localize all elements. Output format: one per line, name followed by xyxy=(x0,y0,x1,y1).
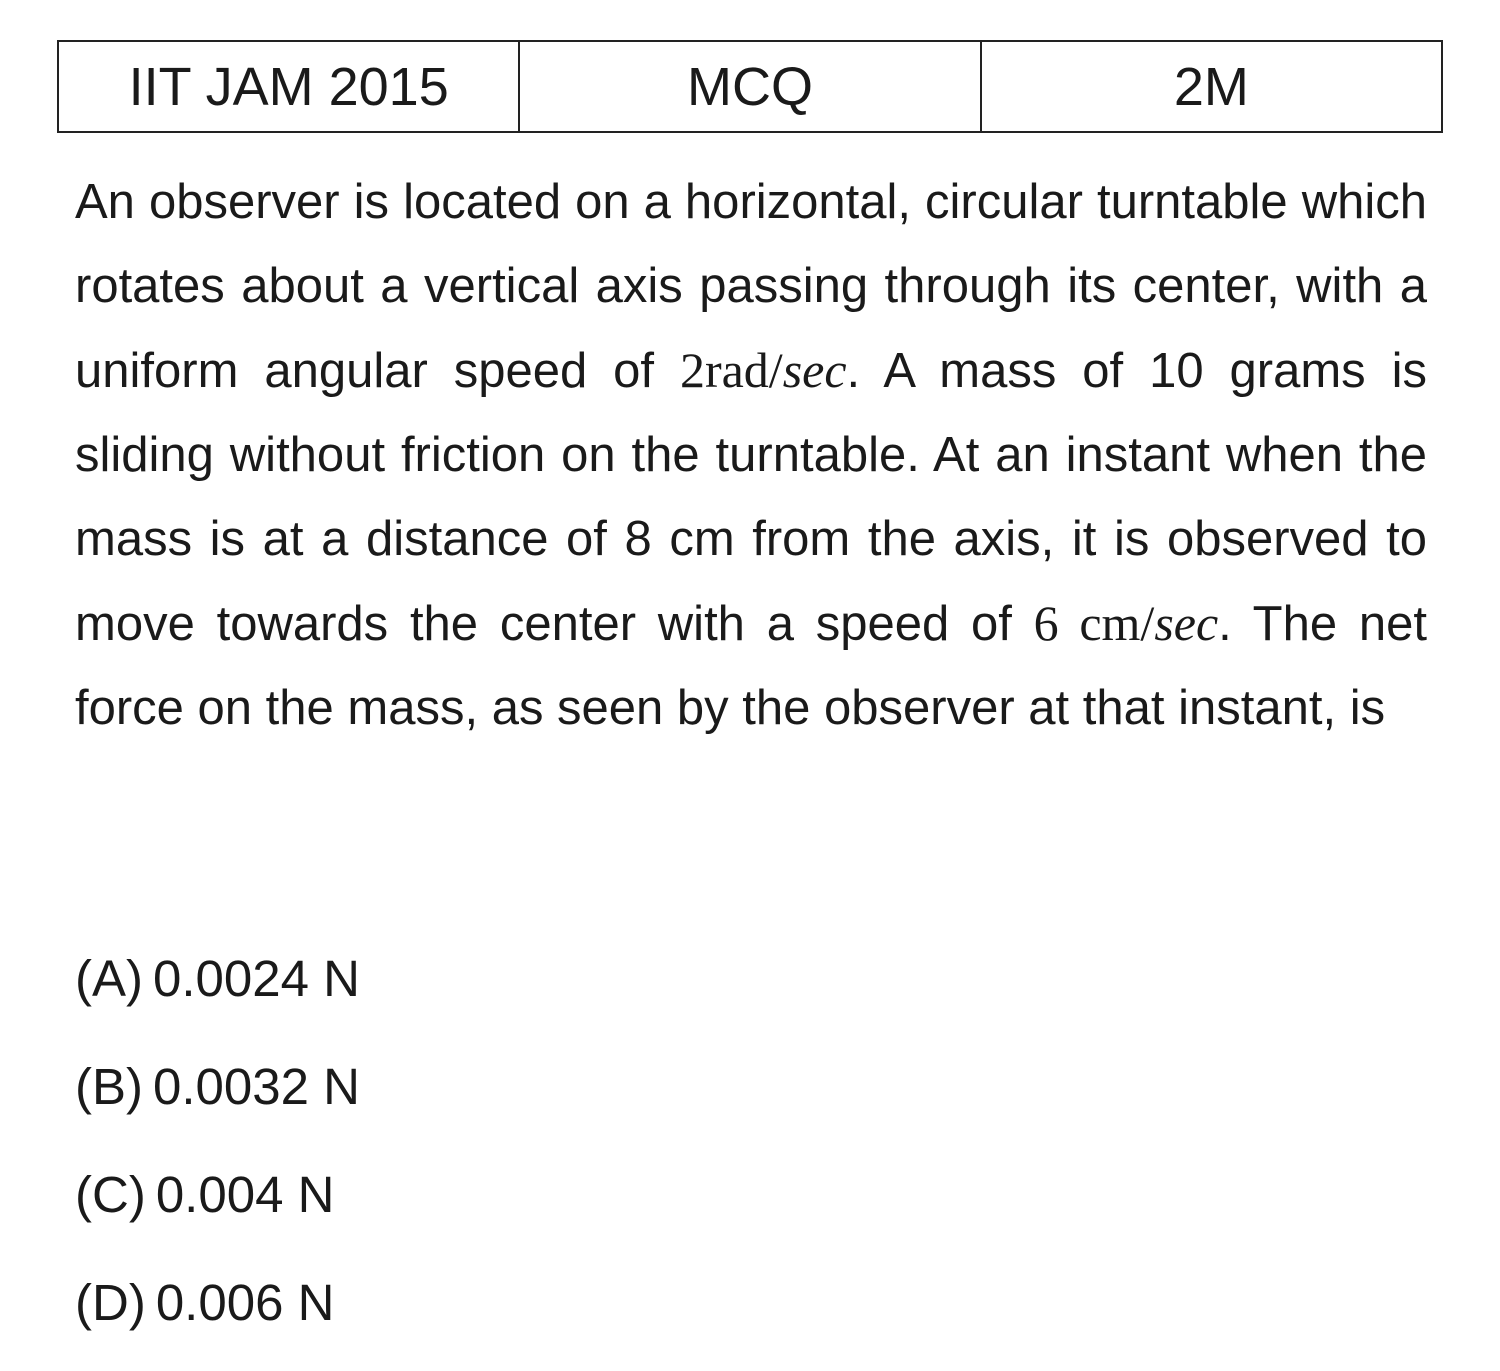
angular-speed-unit: sec xyxy=(782,342,847,398)
question-text-part-3: . The net force on the mass, as seen by the observer at that instant, is xyxy=(75,597,1427,735)
option-d[interactable] xyxy=(75,1249,360,1357)
option-b-label: (B) xyxy=(75,1058,143,1115)
question-text-part-1: An observer is located on a horizontal, circular turntable which rotates about a vertical axis passing through its center, with a uniform angular speed of xyxy=(75,175,1427,398)
angular-speed-value: 2rad/ xyxy=(679,342,783,398)
marks-cell: 2M xyxy=(981,41,1442,132)
exam-name-cell: IIT JAM 2015 xyxy=(58,41,519,132)
answer-options xyxy=(75,925,360,1357)
option-c[interactable] xyxy=(75,1141,360,1249)
radial-speed-unit: sec xyxy=(1154,595,1219,651)
option-a-label: (A) xyxy=(75,950,143,1007)
option-b[interactable] xyxy=(75,1033,360,1141)
option-d-text: 0.006 N xyxy=(155,1274,335,1331)
radial-speed-expression xyxy=(1034,595,1218,651)
option-d-label: (D) xyxy=(75,1274,146,1331)
angular-speed-expression xyxy=(680,342,847,398)
question-text xyxy=(75,160,1427,750)
option-c-text: 0.004 N xyxy=(155,1166,335,1223)
option-a-text: 0.0024 N xyxy=(152,950,360,1007)
option-c-label: (C) xyxy=(75,1166,146,1223)
option-a[interactable] xyxy=(75,925,360,1033)
question-type-cell: MCQ xyxy=(519,41,980,132)
question-header-table xyxy=(57,40,1443,133)
radial-speed-value: 6 cm/ xyxy=(1033,595,1155,651)
option-b-text: 0.0032 N xyxy=(152,1058,360,1115)
question-text-part-2: . A mass of 10 grams is sliding without friction on the turntable. At an instant when the mass is at a distance of 8 cm from the axis, it is observed to move towards the center with a speed of xyxy=(75,344,1427,651)
